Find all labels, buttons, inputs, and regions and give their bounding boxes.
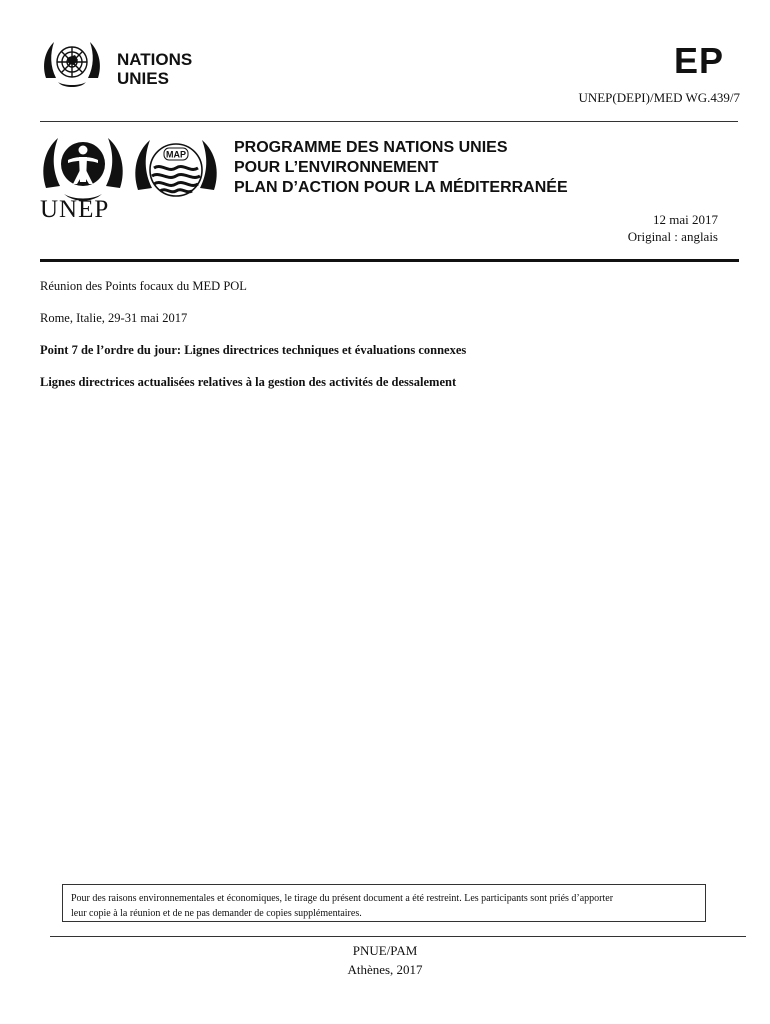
map-logo-icon [130,130,222,220]
divider-thick [40,259,739,262]
programme-title [234,138,568,198]
programme-line-2: POUR L’ENVIRONNEMENT [234,159,439,176]
notice-line-1: Pour des raisons environnementales et économiques, le tirage du présent document a été restreint. Les participants sont priés d’apporter [71,893,614,904]
unep-wordmark: UNEP [40,196,110,223]
meeting-place-date: Rome, Italie, 29-31 mai 2017 [40,311,188,325]
print-notice-box [62,884,706,922]
un-emblem-icon [40,38,104,90]
document-subject: Lignes directrices actualisées relatives à la gestion des activités de dessalement [40,375,457,389]
org-line-1: NATIONS [117,50,193,69]
programme-line-1: PROGRAMME DES NATIONS UNIES [234,139,508,156]
publisher: PNUE/PAM [352,943,418,958]
notice-line-2: leur copie à la réunion et de ne pas demander de copies supplémentaires. [71,908,362,919]
place-year: Athènes, 2017 [347,962,423,977]
document-date: 12 mai 2017 [653,212,718,227]
original-language: Original : anglais [627,229,718,244]
organization-name [117,50,192,88]
document-code: EP [673,40,724,81]
meeting-title: Réunion des Points focaux du MED POL [40,279,247,293]
programme-line-3: PLAN D’ACTION POUR LA MÉDITERRANÉE [234,179,568,196]
document-date-block [628,211,718,245]
org-line-2: UNIES [117,69,169,88]
divider-bottom [50,936,746,937]
document-symbol: UNEP(DEPI)/MED WG.439/7 [578,90,740,105]
imprint [0,941,770,979]
agenda-item: Point 7 de l’ordre du jour: Lignes directrices techniques et évaluations connexes [40,343,467,357]
map-badge-text: MAP [166,149,186,160]
divider-top [40,121,738,122]
